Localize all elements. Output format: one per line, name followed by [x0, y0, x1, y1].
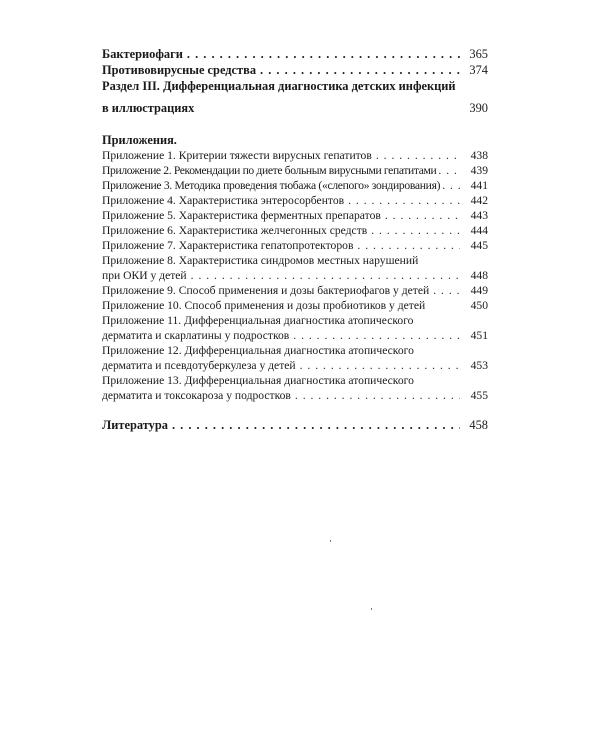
toc-entry-title: Бактериофаги: [102, 47, 183, 61]
toc-entry-bacteriophages: [102, 46, 488, 62]
scan-speck: [371, 608, 372, 610]
dot-leader: [357, 238, 460, 253]
toc-entry-page: 365: [469, 47, 488, 61]
dot-leader: [191, 268, 460, 283]
toc-appendix-3: [102, 178, 488, 193]
toc-entry-line2: [102, 328, 488, 343]
toc-entry-title: Противовирусные средства: [102, 63, 257, 77]
dot-leader: [385, 208, 460, 223]
dot-leader: [295, 388, 460, 403]
dot-leader: [300, 358, 460, 373]
toc-entry-title-line1: Раздел III. Дифференциальная диагностика детских инфекций: [102, 79, 456, 93]
dot-leader: [260, 62, 460, 78]
appendices-heading: Приложения.: [102, 133, 177, 147]
scan-speck: [330, 540, 331, 542]
toc-entry-title: Приложение 1. Критерии тяжести вирусных гепатитов: [102, 149, 372, 162]
dot-leader: [187, 46, 460, 62]
toc-entry-title-line2: при ОКИ у детей: [102, 269, 187, 282]
dot-leader: [348, 193, 460, 208]
toc-entry-page: 453: [470, 359, 488, 372]
toc-entry-page: 455: [470, 389, 488, 402]
toc-appendix-5: [102, 208, 488, 223]
toc-entry-title: Приложение 10. Способ применения и дозы пробиотиков у детей: [102, 299, 426, 312]
toc-entry-title: Литература: [102, 418, 168, 432]
toc-appendix-9: [102, 283, 488, 298]
toc-entry-title: Приложение 6. Характеристика желчегонных средств: [102, 224, 368, 237]
toc-entry-literature: [102, 417, 488, 433]
dot-leader: [438, 163, 462, 178]
toc-entry-line2: [102, 358, 488, 373]
toc-entry-page: 438: [470, 149, 488, 162]
toc-entry-page: 458: [469, 418, 488, 432]
toc-entry-title: Приложение 9. Способ применения и дозы бактериофагов у детей: [102, 284, 430, 297]
toc-appendix-12: [102, 343, 488, 373]
toc-appendix-10: [102, 298, 488, 313]
toc-appendix-6: [102, 223, 488, 238]
dot-leader: [293, 328, 460, 343]
toc-appendix-8: [102, 253, 488, 283]
toc-entry-line2: [102, 268, 488, 283]
toc-appendix-2: [102, 163, 488, 178]
toc-entry-title-line1: Приложение 11. Дифференциальная диагностика атопического: [102, 314, 414, 327]
dot-leader: [433, 283, 460, 298]
toc-entry-page: 443: [470, 209, 488, 222]
toc-entry-antivirals: [102, 62, 488, 78]
toc-entry-page: 442: [470, 194, 488, 207]
toc-entry-title: Приложение 3. Методика проведения тюбажа («слепого» зондирования): [102, 179, 441, 192]
toc-entry-title-line2: дерматита и скарлатины у подростков: [102, 329, 290, 342]
toc-entry-page: 441: [470, 179, 488, 192]
toc-entry-page: 451: [470, 329, 488, 342]
toc-entry-line2: [102, 388, 488, 403]
toc-entry-title-line1: Приложение 12. Дифференциальная диагностика атопического: [102, 344, 414, 357]
toc-entry-title-line2: дерматита и токсокароза у подростков: [102, 389, 291, 402]
toc-entry-page: 449: [470, 284, 488, 297]
toc-appendix-7: [102, 238, 488, 253]
toc-entry-page: 445: [470, 239, 488, 252]
toc-entry-page: 390: [469, 101, 488, 115]
dot-leader: [442, 178, 462, 193]
toc-entry-page: 448: [470, 269, 488, 282]
toc-entry-page: 439: [470, 164, 488, 177]
toc-entry-page: 450: [470, 299, 488, 312]
toc-entry-section-3: [102, 78, 488, 116]
dot-leader: [172, 417, 460, 433]
dot-leader: [376, 148, 460, 163]
toc-appendix-13: [102, 373, 488, 403]
toc-appendix-4: [102, 193, 488, 208]
toc-entry-title: Приложение 2. Рекомендации по диете больным вирусными гепатитами: [102, 164, 437, 177]
toc-entry-page: 374: [469, 63, 488, 77]
toc-entry-title: Приложение 4. Характеристика энтеросорбентов: [102, 194, 345, 207]
table-of-contents: [102, 46, 488, 433]
dot-leader: [371, 223, 460, 238]
toc-entry-title-line2: дерматита и псевдотуберкулеза у детей: [102, 359, 296, 372]
toc-entry-title: Приложение 7. Характеристика гепатопротекторов: [102, 239, 354, 252]
toc-entry-title-line2: в иллюстрациях: [102, 101, 195, 115]
toc-appendix-11: [102, 313, 488, 343]
toc-entry-title-line1: Приложение 13. Дифференциальная диагностика атопического: [102, 374, 414, 387]
toc-entry-page: 444: [470, 224, 488, 237]
toc-entry-title-line1: Приложение 8. Характеристика синдромов местных нарушений: [102, 254, 419, 267]
toc-entry-line2: [102, 94, 488, 116]
toc-appendix-1: [102, 148, 488, 163]
toc-entry-title: Приложение 5. Характеристика ферментных препаратов: [102, 209, 381, 222]
